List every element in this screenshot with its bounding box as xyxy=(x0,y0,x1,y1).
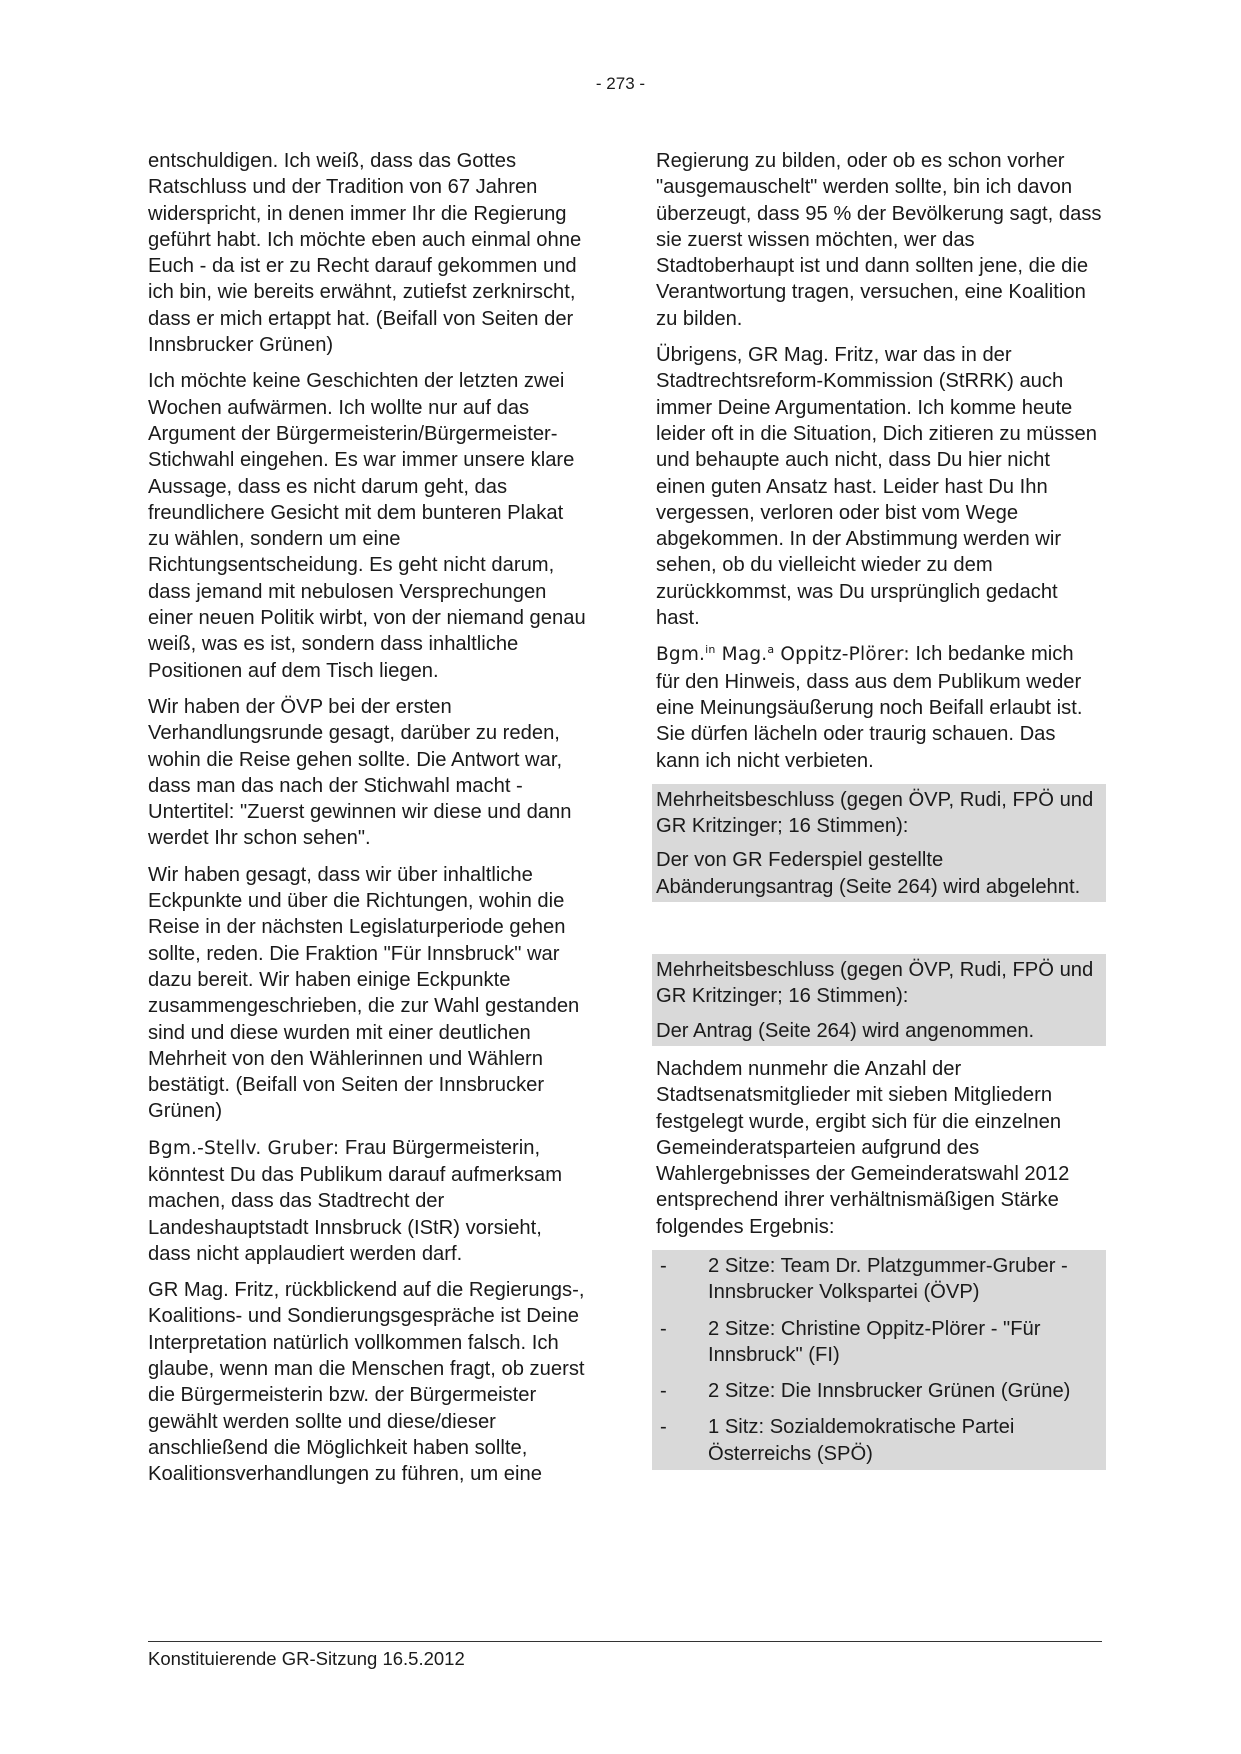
speech-text: Ich bedanke mich für den Hinweis, dass aus dem Publikum weder eine Meinungsäußerung noch Beifall erlaubt ist. Sie dürfen lächeln oder traurig schauen. Das kann ich nicht verbieten. xyxy=(656,643,1083,772)
paragraph: Ich möchte keine Geschichten der letzten zwei Wochen aufwärmen. Ich wollte nur auf das Argument der Bürgermeisterin/Bürgermeister-Stichwahl eingehen. Es war immer unsere klare Aussage, dass es nicht darum geht, das freundlichere Gesicht mit dem bunteren Plakat zu wählen, sondern um eine Richtungsentscheidung. Es geht nicht darum, dass jemand mit nebulosen Versprechungen einer neuen Politik wirbt, von der niemand genau weiß, was es ist, sondern dass inhaltliche Positionen auf dem Tisch liegen. xyxy=(148,370,586,682)
list-item-text: 2 Sitze: Team Dr. Platzgummer-Gruber - Innsbrucker Volkspartei (ÖVP) xyxy=(708,1254,1068,1304)
spacer xyxy=(656,902,1102,954)
list-item-text: 2 Sitze: Christine Oppitz-Plörer - "Für Innsbruck" (FI) xyxy=(708,1317,1041,1366)
paragraph: Übrigens, GR Mag. Fritz, war das in der Stadtrechtsreform-Kommission (StRRK) auch immer Deine Argumentation. Ich komme heute leider oft in die Situation, Dich zitieren zu müssen und behaupte auch nicht, dass Du hier nicht einen guten Ansatz hast. Leider hast Du Ihn vergessen, verloren oder bist vom Wege abgekommen. In der Abstimmung werden wir sehen, ob du vielleicht wieder zu dem zurückkommst, was Du ursprünglich gedacht hast. xyxy=(656,344,1097,630)
list-dash: - xyxy=(660,1317,667,1340)
speaker-name: Bgm.-Stellv. Gruber: xyxy=(148,1137,340,1159)
list-dash: - xyxy=(660,1380,667,1403)
left-column xyxy=(148,148,588,1498)
list-item xyxy=(656,1316,1102,1369)
list-item-text: 2 Sitze: Die Innsbrucker Grünen (Grüne) xyxy=(708,1380,1071,1403)
speaker-paragraph xyxy=(148,1135,588,1267)
vote-outcome: Der von GR Federspiel gestellte Abänderungsantrag (Seite 264) wird abgelehnt. xyxy=(656,849,1081,898)
vote-outcome: Der Antrag (Seite 264) wird angenommen. xyxy=(656,1019,1035,1042)
paragraph: Wir haben gesagt, dass wir über inhaltliche Eckpunkte und über die Richtungen, wohin die Reise in der nächsten Legislaturperiode gehen sollte, reden. Die Fraktion "Für Innsbruck" war dazu bereit. Wir haben einige Eckpunkte zusammengeschrieben, die zur Wahl gestanden sind und diese wurden mit einer deutlichen Mehrheit von den Wählerinnen und Wählern bestätigt. (Beifall von Seiten der Innsbrucker Grünen) xyxy=(148,863,580,1123)
speaker-name xyxy=(656,644,910,665)
speaker-surname: Oppitz-Plörer: xyxy=(774,644,910,666)
paragraph: entschuldigen. Ich weiß, dass das Gottes Ratschluss und der Tradition von 67 Jahren widerspricht, in denen immer Ihr die Regierung geführt habt. Ich möchte eben auch einmal ohne Euch - da ist er zu Recht darauf gekommen und ich bin, wie bereits erwähnt, zutiefst zerknirscht, dass er mich ertappt hat. (Beifall von Seiten der Innsbrucker Grünen) xyxy=(148,150,582,357)
paragraph: Regierung zu bilden, oder ob es schon vorher "ausgemauschelt" werden sollte, bin ich davon überzeugt, dass 95 % der Bevölkerung sagt, dass sie zuerst wissen möchten, wer das Stadtoberhaupt ist und dann sollten jene, die die Verantwortung tragen, versuchen, eine Koalition zu bilden. xyxy=(656,150,1102,330)
vote-heading: Mehrheitsbeschluss (gegen ÖVP, Rudi, FPÖ und GR Kritzinger; 16 Stimmen): xyxy=(656,959,1094,1008)
paragraph: GR Mag. Fritz, rückblickend auf die Regierungs-, Koalitions- und Sondierungsgespräche ist Deine Interpretation natürlich vollkommen falsch. Ich glaube, wenn man die Menschen fragt, ob zuerst die Bürgermeisterin bzw. der Bürgermeister gewählt werden sollte und diese/dieser anschließend die Möglichkeit haben sollte, Koalitionsverhandlungen zu führen, um eine xyxy=(148,1279,585,1486)
paragraph: Nachdem nunmehr die Anzahl der Stadtsenatsmitglieder mit sieben Mitgliedern festgelegt wurde, ergibt sich für die einzelnen Gemeinderatsparteien aufgrund des Wahlergebnisses der Gemeinderatswahl 2012 entsprechend ihrer verhältnismäßigen Stärke folgendes Ergebnis: xyxy=(656,1057,1070,1238)
speaker-title: Bgm. xyxy=(656,644,706,666)
list-item xyxy=(656,1253,1102,1306)
list-item-text: 1 Sitz: Sozialdemokratische Partei Österreichs (SPÖ) xyxy=(708,1416,1015,1465)
vote-result-block xyxy=(652,954,1106,1046)
speaker-paragraph xyxy=(656,641,1102,773)
vote-result-block xyxy=(652,784,1106,902)
speech-text: Frau Bürgermeisterin, könntest Du das Publikum darauf aufmerksam machen, dass das Stadtrecht der Landeshauptstadt Innsbruck (IStR) vorsieht, dass nicht applaudiert werden darf. xyxy=(148,1136,563,1265)
list-dash: - xyxy=(660,1416,667,1439)
page-number: - 273 - xyxy=(595,74,646,93)
speaker-degree: Mag. xyxy=(715,644,768,666)
list-dash: - xyxy=(660,1254,667,1277)
paragraph: Wir haben der ÖVP bei der ersten Verhandlungsrunde gesagt, darüber zu reden, wohin die Reise gehen sollte. Die Antwort war, dass man das nach der Stichwahl macht - Untertitel: "Zuerst gewinnen wir diese und dann werdet Ihr schon sehen". xyxy=(148,695,572,850)
list-item xyxy=(656,1378,1102,1404)
superscript: a xyxy=(767,643,775,657)
right-column xyxy=(656,148,1102,1470)
vote-heading: Mehrheitsbeschluss (gegen ÖVP, Rudi, FPÖ und GR Kritzinger; 16 Stimmen): xyxy=(656,788,1094,838)
seat-list xyxy=(652,1250,1106,1470)
footer-divider xyxy=(148,1641,1102,1642)
list-item xyxy=(656,1414,1102,1467)
superscript: in xyxy=(705,643,716,657)
footer-text: Konstituierende GR-Sitzung 16.5.2012 xyxy=(148,1648,465,1669)
